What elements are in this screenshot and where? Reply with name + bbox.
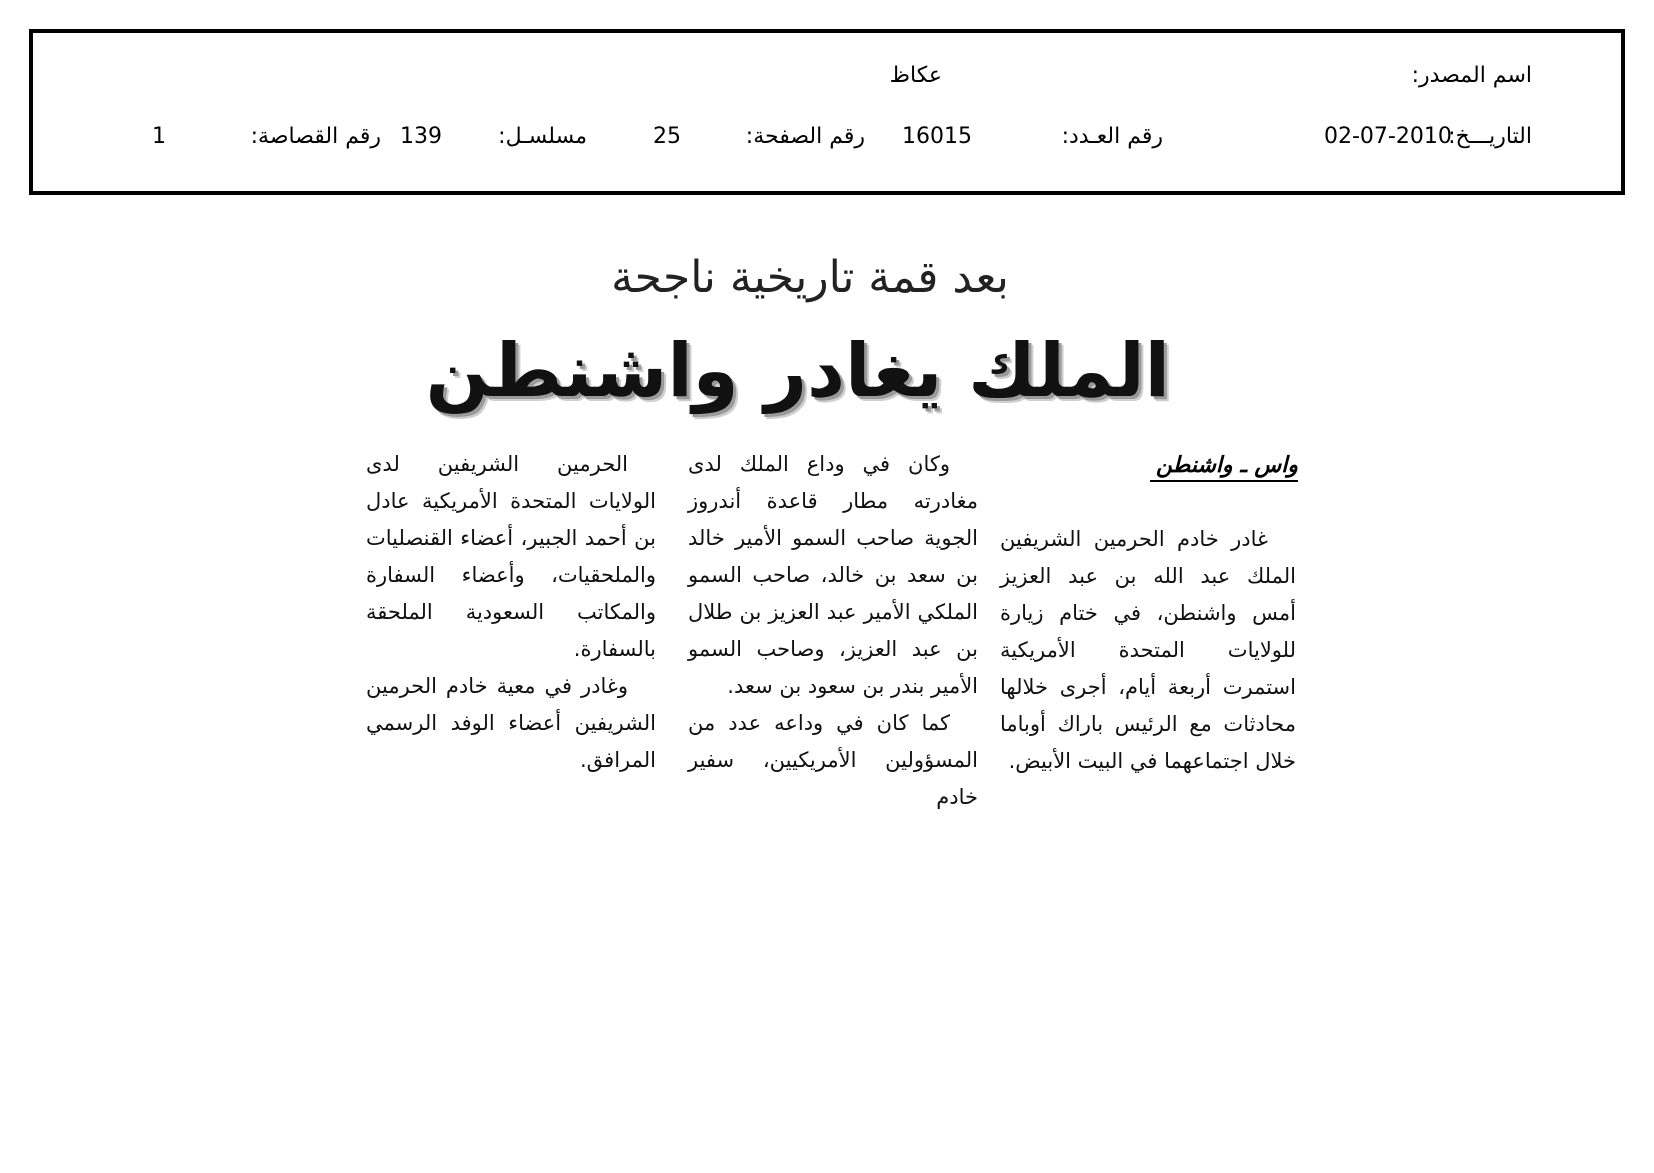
page-value: 25 [653,124,681,149]
article-subheadline: بعد قمة تاريخية ناجحة [611,252,1009,303]
source-label: اسم المصدر: [1411,63,1532,88]
paragraph: وكان في وداع الملك لدى مغادرته مطار قاعدة أندروز الجوية صاحب السمو الأمير خالد بن سعد بن خالد، صاحب السمو الملكي الأمير عبد العزيز بن طلال بن عبد العزيز، وصاحب السمو الأمير بندر بن سعود بن سعد. [688,452,978,698]
date-label: التاريـــخ: [1448,124,1532,149]
source-value: عكاظ [889,63,942,88]
issue-label: رقم العـدد: [1061,124,1163,149]
page-label: رقم الصفحة: [745,124,865,149]
clip-value: 1 [152,124,166,149]
paragraph: الحرمين الشريفين لدى الولايات المتحدة الأمريكية عادل بن أحمد الجبير، أعضاء القنصليات والملحقيات، وأعضاء السفارة والمكاتب السعودية الملحقة بالسفارة. [366,452,656,661]
metadata-box [29,29,1625,195]
paragraph: غادر خادم الحرمين الشريفين الملك عبد الله بن عبد العزيز أمس واشنطن، في ختام زيارة للولايات المتحدة الأمريكية استمرت أربعة أيام، أجرى خلالها محادثات مع الرئيس باراك أوباما خلال اجتماعهما في البيت الأبيض. [1000,527,1296,773]
serial-value: 139 [400,124,442,149]
article-column-3 [366,446,656,779]
issue-value: 16015 [902,124,972,149]
article-headline: الملك يغادر واشنطن [425,328,1170,414]
date-value: 02-07-2010 [1324,124,1452,149]
clip-label: رقم القصاصة: [250,124,381,149]
article-column-1 [1000,521,1296,780]
paragraph: كما كان في وداعه عدد من المسؤولين الأمريكيين، سفير خادم [688,711,978,809]
serial-label: مسلسـل: [498,124,587,149]
paragraph: وغادر في معية خادم الحرمين الشريفين أعضاء الوفد الرسمي المرافق. [366,674,656,772]
article-dateline: واس ـ واشنطن [1150,453,1298,482]
article-column-2 [688,446,978,816]
